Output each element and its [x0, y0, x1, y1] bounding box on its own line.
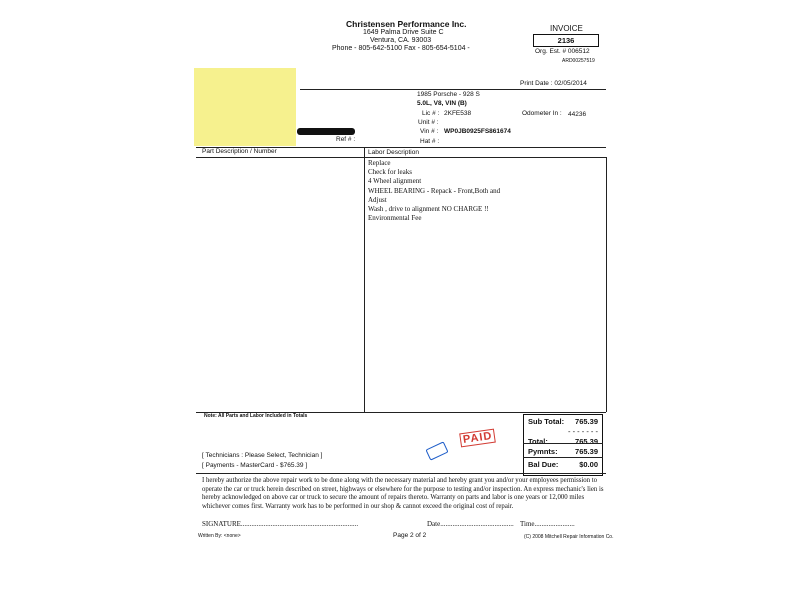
signature-line: SIGNATURE................................................................... — [202, 520, 359, 528]
totals-box — [523, 414, 603, 476]
hat-label: Hat # : — [420, 138, 440, 145]
parts-column-header: Part Description / Number — [202, 148, 277, 155]
company-name: Christensen Performance Inc. — [346, 19, 467, 29]
labor-description-list — [368, 159, 500, 223]
ard-number: ARD00257519 — [562, 58, 595, 64]
print-date: Print Date : 02/05/2014 — [520, 80, 587, 87]
odometer-label: Odometer In : — [522, 110, 562, 117]
terms-top-rule — [196, 473, 606, 474]
labor-column-header: Labor Description — [368, 149, 419, 156]
payments-line: [ Payments - MasterCard - $765.39 ] — [202, 462, 308, 469]
balance-due-value: $0.00 — [579, 460, 598, 469]
balance-due-row — [528, 460, 598, 469]
vin-label: Vin # : — [420, 128, 439, 135]
totals-note: Note: All Parts and Labor Included in Totals — [204, 413, 308, 419]
license-label: Lic # : — [422, 110, 440, 117]
subtotal-label: Sub Total: — [528, 417, 565, 426]
payments-row — [528, 447, 598, 456]
org-estimate: Org. Est. # 006512 — [535, 48, 590, 55]
technicians-line: [ Technicians : Please Select, Technician ] — [202, 452, 323, 459]
odometer-value: 44236 — [568, 111, 587, 118]
vehicle-title: 1985 Porsche - 928 S — [417, 91, 480, 98]
payments-label: Pymnts: — [528, 447, 558, 456]
labor-line: Replace — [368, 159, 391, 167]
labor-line: Wash , drive to alignment NO CHARGE !! — [368, 205, 489, 214]
total-row — [528, 437, 598, 446]
separator-dashes: - - - - - - - — [568, 427, 598, 436]
license-value: 2KFE538 — [444, 110, 472, 117]
invoice-number: 2136 — [533, 34, 599, 47]
written-by: Written By: <none> — [198, 533, 241, 539]
totals-inner-rule — [523, 443, 603, 444]
total-label: Total: — [528, 437, 548, 446]
total-value: 765.39 — [575, 437, 598, 446]
payments-value: 765.39 — [575, 447, 598, 456]
company-address-line2: Ventura, CA. 93003 — [370, 37, 432, 44]
vehicle-engine: 5.0L, V8, VIN (B) — [417, 100, 467, 107]
balance-due-label: Bal Due: — [528, 460, 559, 469]
date-line: Date.......................................... — [427, 520, 514, 528]
unit-label: Unit # : — [418, 119, 439, 126]
time-line: Time....................... — [520, 520, 575, 528]
paid-stamp: PAID — [459, 429, 496, 448]
labor-line: Environmental Fee — [368, 214, 422, 223]
labor-line: WHEEL BEARING - Repack - Front,Both and — [368, 186, 501, 195]
invoice-label: INVOICE — [550, 24, 583, 33]
vin-value: WP0JB0925FS861674 — [444, 128, 511, 135]
sticky-note — [194, 68, 296, 146]
company-address-line1: 1649 Palma Drive Suite C — [363, 29, 444, 36]
labor-line: 4 Wheel alignment — [368, 177, 422, 186]
page-number: Page 2 of 2 — [393, 532, 427, 539]
company-phones: Phone - 805-642-5100 Fax - 805-654-5104 - — [332, 45, 470, 52]
totals-inner-rule-2 — [523, 457, 603, 458]
copyright: (C) 2008 Mitchell Repair Information Co. — [524, 534, 614, 540]
redaction-bar — [297, 128, 355, 135]
authorization-terms: I hereby authorize the above repair work to be done along with the necessary material and hereby grant you and/or your employees permission to operate the car or truck herein described on street, highways or elsewhere for the purpose to testing and/or inspection. An express mechanic's lien is hereby acknowledged on above car or truck to secure the amount of repairs thereto. Warranty on parts and labor is one years or 12,000 miles whichever comes first. Warranty work has to be performed in our shop & cannot exceed the original cost of repair. — [202, 477, 604, 510]
header-rule — [300, 89, 606, 90]
column-divider — [364, 147, 365, 412]
table-right-border — [606, 157, 607, 412]
table-header-rule — [196, 157, 606, 158]
labor-line: Check for leaks — [368, 168, 412, 177]
subtotal-value: 765.39 — [575, 417, 598, 426]
ref-label: Ref # : — [336, 136, 356, 143]
labor-line: Adjust — [368, 195, 387, 204]
subtotal-row — [528, 417, 598, 426]
